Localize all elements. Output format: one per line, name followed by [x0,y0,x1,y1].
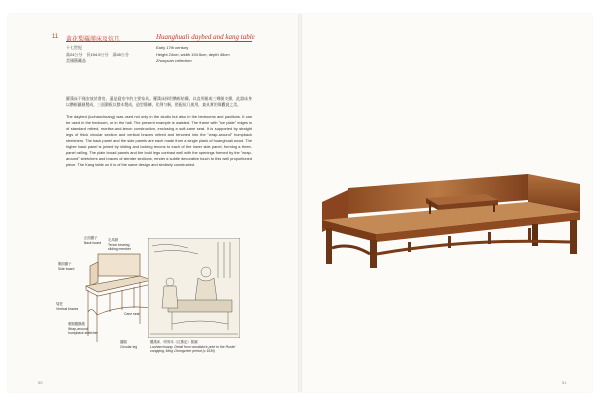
daybed-line-drawing [60,236,160,366]
meta-en-date: Early 17th century [156,45,189,50]
label-side-board [58,262,74,271]
figure-caption [150,340,246,354]
label-humpback-stretcher-zh: 裹腿羅鍋棖 [68,322,85,326]
title-english: Huanghuali daybed and kang table [156,33,255,41]
caption-english: Luohanchuang. Detail from woodblock print to the Ruolei zongqing, Ming Chongzhen period (c.1630) [150,344,236,354]
woodblock-print [148,238,240,338]
label-circular-leg [120,340,137,349]
page-number-left: 50 [38,380,43,385]
label-vertical-braces-zh: 矮老 [56,302,63,306]
item-number: 11 [52,34,59,40]
meta-zh-collection: 美國舊藏品 [66,58,86,63]
label-humpback-stretcher-en: Wrap-around humpback stretcher [68,326,98,335]
label-side-board-en: Side board [58,266,75,271]
label-humpback-stretcher [68,322,102,336]
label-vertical-braces-en: Vertical braces [56,306,79,311]
label-back-board-zh: 正面圍子 [84,236,98,240]
meta-zh-dimensions: 高24公分 長194.5公分 深45公分 [66,51,129,57]
page-number-right: 51 [562,380,567,385]
meta-english [156,45,230,65]
label-sliding-tenon-en: Tenon bearing sliding member [108,242,131,251]
label-back-board [84,236,101,245]
title-chinese: 黃花梨羅漢床及炕几 [66,37,121,43]
label-cane-seat [124,312,139,317]
description-chinese: 羅漢床不僅安放於書房，還是寢室中的主要家具。羅漢床採用攢框結構，以直形腿或三彎腿支撐，此器床身以攢框鑲屜製成，三面圍板以整木製成，造型簡練，比例勻稱，搭配炕几使用，兼具實用與觀賞之美。 [66,96,252,107]
label-side-board-zh: 側面圍子 [58,262,72,266]
description-english: The daybed (luohanchuang) was used not only in the studio but also in the bedrooms and pavilions. It can be used in the bedroom, or in the hall. The present example is waisted. The frame with "ice plate" edges is of standard mitred, mortise-and-tenon construction, enclosing a soft-cane seat. It is supported by straight legs of thick circular section and vertical braces mitred and tenoned into the "wrap-around" humpback stretchers. The back panel and the side panels are each made from a single plank of huanghuali wood. The higher back panel is joined by sliding and locking tenons to each of the lower side panel, forming a three-panel railing. The plain broad panels and the bold legs contrast well with the openings formed by the "wrap-around" stretchers and braces of slender sections, render a subtle decorative touch to this well proportioned piece. The Kang table on it is of the same design and similarly constructed. [66,114,252,167]
label-cane-seat-en: Cane seat [124,312,140,316]
label-sliding-tenon [108,238,138,252]
title-rule [66,41,252,42]
label-sliding-tenon-zh: 走馬銷 [108,238,119,242]
caption-chinese: 羅漢床．明刻本《紅拂記》插圖 [150,340,198,344]
label-vertical-braces [56,302,78,311]
label-back-board-en: Back board [84,240,102,245]
label-circular-leg-zh: 圓腿 [120,340,127,344]
label-circular-leg-en: Circular leg [120,344,138,349]
meta-chinese [66,45,129,65]
book-gutter [298,14,302,392]
meta-en-collection: Zhuoyuan collection [156,58,192,63]
meta-zh-date: 十七世紀 [66,45,82,50]
meta-en-dimensions: Height 24cm, width 194.5cm, depth 45cm [156,51,230,57]
daybed-photograph [318,150,590,268]
